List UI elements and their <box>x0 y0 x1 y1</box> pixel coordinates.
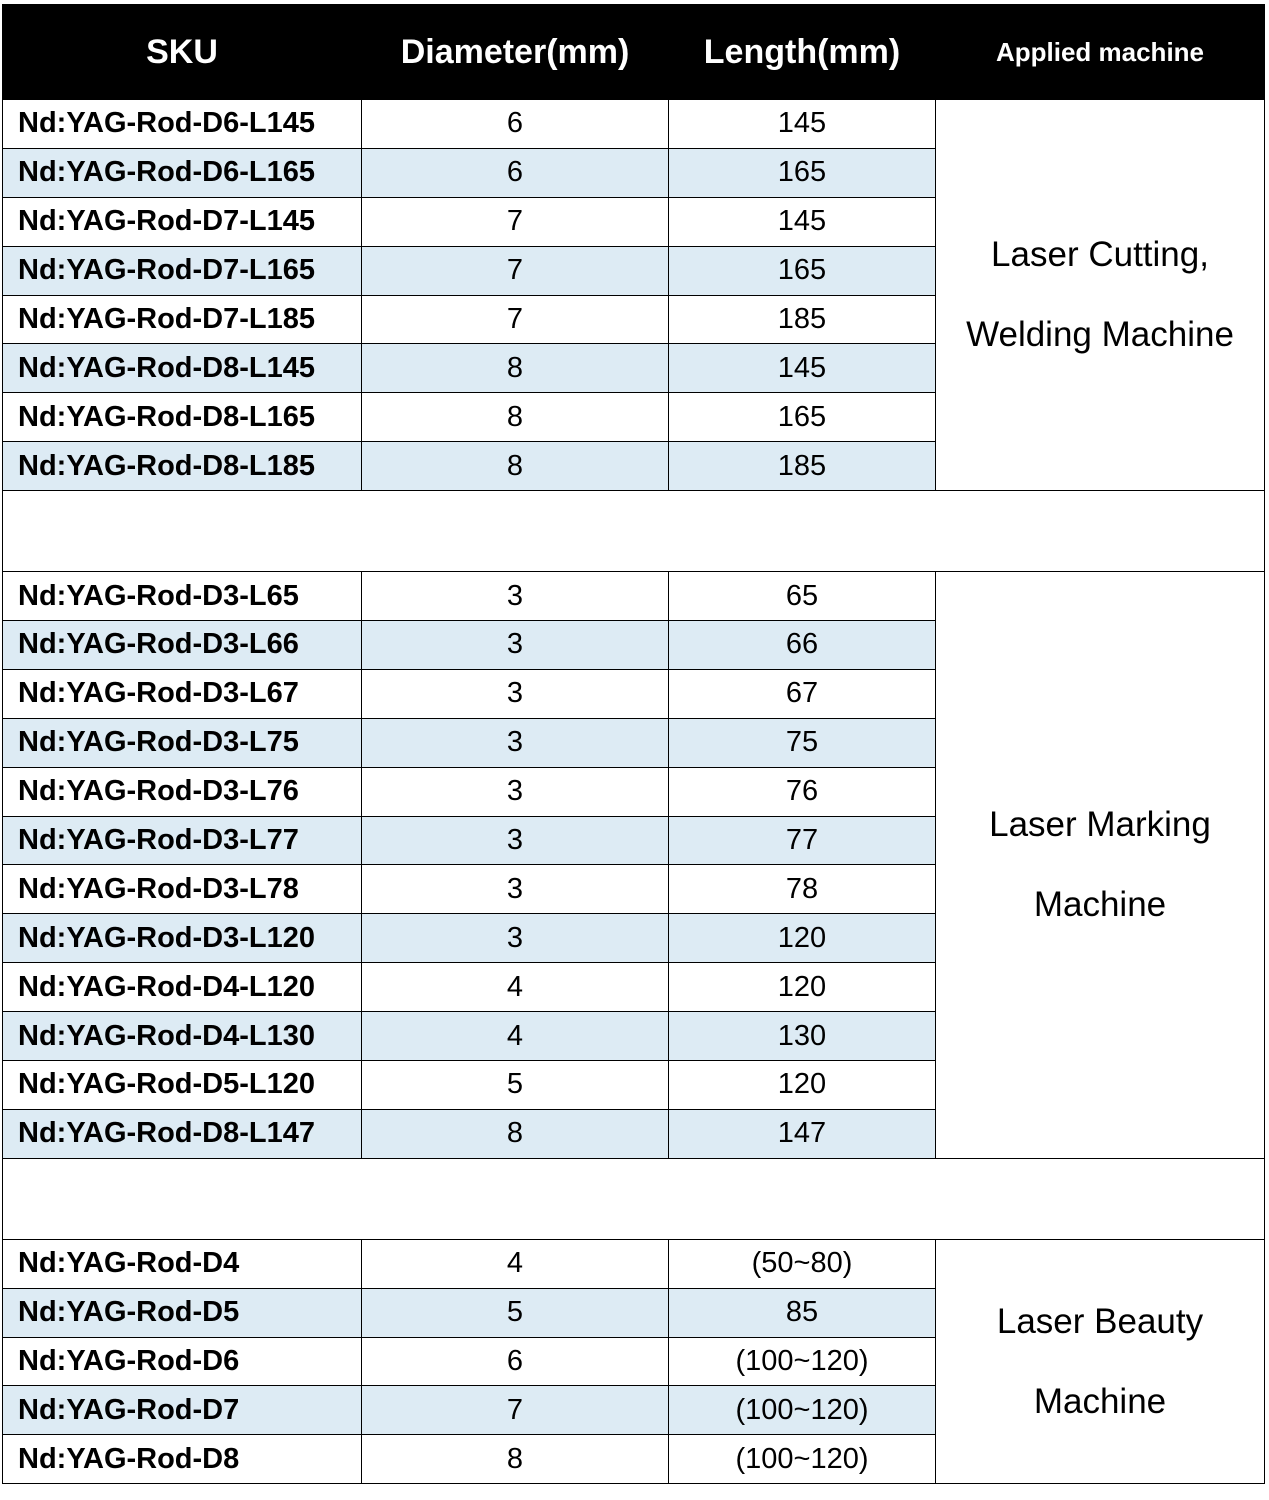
sku-cell: Nd:YAG-Rod-D8-L165 <box>3 393 362 442</box>
length-cell: 65 <box>669 572 936 621</box>
diameter-cell: 8 <box>362 442 669 491</box>
sku-cell: Nd:YAG-Rod-D3-L76 <box>3 767 362 816</box>
sku-cell: Nd:YAG-Rod-D3-L67 <box>3 669 362 718</box>
length-cell: 145 <box>669 100 936 149</box>
sku-cell: Nd:YAG-Rod-D7 <box>3 1386 362 1435</box>
length-cell: 147 <box>669 1109 936 1158</box>
sku-cell: Nd:YAG-Rod-D5-L120 <box>3 1061 362 1110</box>
table-row <box>3 1239 1265 1288</box>
diameter-cell: 8 <box>362 1435 669 1484</box>
diameter-cell: 4 <box>362 963 669 1012</box>
sku-cell: Nd:YAG-Rod-D7-L185 <box>3 295 362 344</box>
sku-cell: Nd:YAG-Rod-D4-L120 <box>3 963 362 1012</box>
sku-cell: Nd:YAG-Rod-D3-L77 <box>3 816 362 865</box>
length-cell: (100~120) <box>669 1386 936 1435</box>
length-cell: 165 <box>669 393 936 442</box>
diameter-cell: 7 <box>362 295 669 344</box>
length-cell: (100~120) <box>669 1435 936 1484</box>
sku-cell: Nd:YAG-Rod-D3-L75 <box>3 718 362 767</box>
sku-cell: Nd:YAG-Rod-D5 <box>3 1288 362 1337</box>
diameter-cell: 3 <box>362 767 669 816</box>
diameter-cell: 3 <box>362 816 669 865</box>
sku-cell: Nd:YAG-Rod-D3-L65 <box>3 572 362 621</box>
spacer-cell <box>3 491 1265 572</box>
diameter-cell: 3 <box>362 572 669 621</box>
applied-machine-line: Machine <box>1033 884 1167 924</box>
sku-cell: Nd:YAG-Rod-D4-L130 <box>3 1012 362 1061</box>
length-cell: 165 <box>669 246 936 295</box>
length-cell: 78 <box>669 865 936 914</box>
header-length: Length(mm) <box>669 5 936 100</box>
sku-cell: Nd:YAG-Rod-D3-L120 <box>3 914 362 963</box>
group-spacer-row <box>3 491 1265 572</box>
diameter-cell: 3 <box>362 914 669 963</box>
diameter-cell: 7 <box>362 1386 669 1435</box>
header-applied-machine: Applied machine <box>936 5 1265 100</box>
applied-machine-cell <box>936 1239 1265 1483</box>
sku-cell: Nd:YAG-Rod-D3-L66 <box>3 621 362 670</box>
diameter-cell: 5 <box>362 1288 669 1337</box>
sku-cell: Nd:YAG-Rod-D3-L78 <box>3 865 362 914</box>
length-cell: 66 <box>669 621 936 670</box>
applied-machine-line: Laser Beauty <box>996 1301 1204 1341</box>
table-row <box>3 100 1265 149</box>
diameter-cell: 7 <box>362 246 669 295</box>
applied-machine-line: Laser Cutting, <box>991 235 1209 275</box>
length-cell: 185 <box>669 442 936 491</box>
length-cell: 76 <box>669 767 936 816</box>
applied-machine-line: Machine <box>1033 1381 1167 1421</box>
diameter-cell: 4 <box>362 1012 669 1061</box>
length-cell: (50~80) <box>669 1239 936 1288</box>
table-body <box>3 100 1265 1484</box>
diameter-cell: 3 <box>362 669 669 718</box>
diameter-cell: 4 <box>362 1239 669 1288</box>
length-cell: 85 <box>669 1288 936 1337</box>
diameter-cell: 3 <box>362 865 669 914</box>
header-diameter: Diameter(mm) <box>362 5 669 100</box>
sku-cell: Nd:YAG-Rod-D8-L147 <box>3 1109 362 1158</box>
diameter-cell: 6 <box>362 100 669 149</box>
sku-cell: Nd:YAG-Rod-D8-L185 <box>3 442 362 491</box>
diameter-cell: 5 <box>362 1061 669 1110</box>
length-cell: 120 <box>669 914 936 963</box>
sku-cell: Nd:YAG-Rod-D6 <box>3 1337 362 1386</box>
sku-cell: Nd:YAG-Rod-D7-L165 <box>3 246 362 295</box>
group-spacer-row <box>3 1158 1265 1239</box>
diameter-cell: 6 <box>362 1337 669 1386</box>
sku-cell: Nd:YAG-Rod-D8-L145 <box>3 344 362 393</box>
sku-cell: Nd:YAG-Rod-D8 <box>3 1435 362 1484</box>
header-row <box>3 5 1265 100</box>
diameter-cell: 8 <box>362 344 669 393</box>
spacer-cell <box>3 1158 1265 1239</box>
length-cell: 67 <box>669 669 936 718</box>
diameter-cell: 3 <box>362 621 669 670</box>
sku-cell: Nd:YAG-Rod-D6-L145 <box>3 100 362 149</box>
length-cell: 77 <box>669 816 936 865</box>
diameter-cell: 6 <box>362 148 669 197</box>
diameter-cell: 8 <box>362 393 669 442</box>
length-cell: 130 <box>669 1012 936 1061</box>
applied-machine-cell <box>936 572 1265 1159</box>
length-cell: 145 <box>669 344 936 393</box>
sku-cell: Nd:YAG-Rod-D4 <box>3 1239 362 1288</box>
product-spec-table <box>2 4 1265 1484</box>
diameter-cell: 8 <box>362 1109 669 1158</box>
length-cell: 120 <box>669 1061 936 1110</box>
applied-machine-line: Laser Marking <box>989 804 1211 844</box>
applied-machine-line: Welding Machine <box>966 315 1234 355</box>
sku-cell: Nd:YAG-Rod-D6-L165 <box>3 148 362 197</box>
diameter-cell: 7 <box>362 197 669 246</box>
length-cell: (100~120) <box>669 1337 936 1386</box>
table-header <box>3 5 1265 100</box>
header-sku: SKU <box>3 5 362 100</box>
length-cell: 165 <box>669 148 936 197</box>
applied-machine-cell <box>936 100 1265 491</box>
sku-cell: Nd:YAG-Rod-D7-L145 <box>3 197 362 246</box>
table-row <box>3 572 1265 621</box>
length-cell: 145 <box>669 197 936 246</box>
length-cell: 75 <box>669 718 936 767</box>
length-cell: 120 <box>669 963 936 1012</box>
diameter-cell: 3 <box>362 718 669 767</box>
length-cell: 185 <box>669 295 936 344</box>
